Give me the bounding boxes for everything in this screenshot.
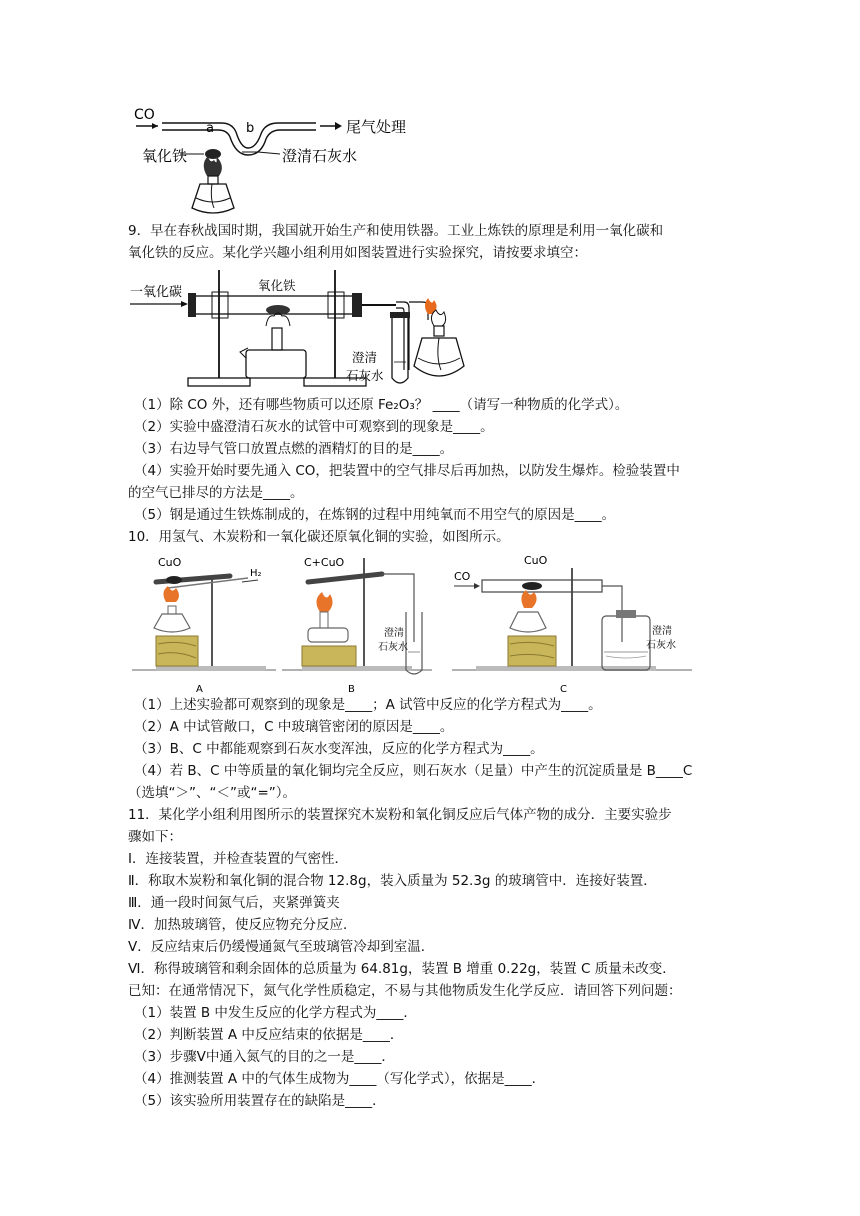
fig10-b-cuo-label: C+CuO	[304, 556, 345, 569]
q11-step-6: Ⅵ．称得玻璃管和剩余固体的总质量为 64.81g，装置 B 增重 0.22g，装置 C 质量未改变．	[128, 961, 676, 977]
fig10-c-limewater-label-1: 澄清	[652, 626, 672, 637]
fig10-caption-c: C	[560, 684, 567, 695]
q9-intro-line-2: 氧化铁的反应。某化学兴趣小组利用如图装置进行实验探究，请按要求填空：	[128, 245, 587, 261]
q10-part-1: （1）上述实验都可观察到的现象是____；A 试管中反应的化学方程式为____。	[134, 697, 602, 713]
fig8-tail-label: 尾气处理	[346, 118, 407, 136]
fig10-apparatus-c	[452, 554, 692, 695]
fig8-iron-oxide-label: 氧化铁	[142, 147, 188, 165]
q9-part-5: （5）钢是通过生铁炼制成的，在炼钢的过程中用纯氧而不用空气的原因是____。	[134, 507, 616, 523]
q11-step-2: Ⅱ．称取木炭粉和氧化铜的混合物 12.8g，装入质量为 52.3g 的玻璃管中．连接好装置．	[128, 873, 657, 889]
fig9-iron-oxide-label: 氧化铁	[258, 278, 296, 293]
q11-step-4: Ⅳ．加热玻璃管，使反应物充分反应．	[128, 917, 357, 933]
q11-part-5: （5）该实验所用装置存在的缺陷是____．	[134, 1093, 386, 1109]
q11-part-4: （4）推测装置 A 中的气体生成物为____（写化学式），依据是____．	[134, 1071, 546, 1087]
fig10-b-limewater-label-1: 澄清	[384, 628, 404, 639]
fig10-caption-b: B	[348, 684, 355, 695]
fig10-a-cuo-label: CuO	[158, 556, 182, 569]
q10-part-4-line-2: （选填“＞”、“＜”或“=”）。	[128, 785, 297, 801]
fig10-a-h2-label: H₂	[250, 568, 262, 579]
fig8-b-label: b	[246, 121, 255, 136]
q11-intro-line-1: 11．某化学小组利用图所示的装置探究木炭粉和氧化铜反应后气体产物的成分．主要实验步	[128, 807, 672, 823]
fig10-c-co-label: CO	[454, 570, 471, 583]
q9-part-4-line-2: 的空气已排尽的方法是____。	[128, 485, 304, 501]
iron-smelting-apparatus-figure	[128, 266, 473, 392]
q10-part-3: （3）B、C 中都能观察到石灰水变浑浊，反应的化学方程式为____。	[134, 741, 544, 757]
fig9-co-label: 一氧化碳	[130, 285, 183, 300]
fig9-limewater-label-2: 石灰水	[346, 368, 384, 383]
fig10-c-cuo-label: CuO	[524, 554, 548, 567]
q9-part-1: （1）除 CO 外，还有哪些物质可以还原 Fe₂O₃？ ____（请写一种物质的化学式）。	[134, 397, 629, 413]
q11-part-3: （3）步骤Ⅴ中通入氮气的目的之一是____．	[134, 1049, 395, 1065]
q10-intro: 10．用氢气、木炭粉和一氧化碳还原氧化铜的实验，如图所示。	[128, 529, 510, 545]
fig9-limewater-label-1: 澄清	[352, 350, 378, 365]
q11-intro-line-2: 骤如下：	[128, 829, 182, 845]
q9-part-3: （3）右边导气管口放置点燃的酒精灯的目的是____。	[134, 441, 454, 457]
q11-part-1: （1）装置 B 中发生反应的化学方程式为____．	[134, 1005, 417, 1021]
fig10-b-limewater-label-2: 石灰水	[378, 642, 408, 653]
q11-step-5: Ⅴ．反应结束后仍缓慢通氮气至玻璃管冷却到室温．	[128, 939, 435, 955]
fig10-caption-a: A	[196, 684, 203, 695]
q11-known: 已知：在通常情况下，氮气化学性质稳定，不易与其他物质发生化学反应．请回答下列问题：	[128, 983, 682, 999]
q11-step-3: Ⅲ．通一段时间氮气后，夹紧弹簧夹	[128, 895, 340, 911]
co-iron-oxide-apparatus-figure	[130, 102, 407, 220]
q10-part-2: （2）A 中试管敞口，C 中玻璃管密闭的原因是____。	[134, 719, 454, 735]
copper-oxide-reduction-figure	[132, 552, 692, 697]
fig10-apparatus-a	[132, 556, 276, 695]
q11-part-2: （2）判断装置 A 中反应结束的依据是____．	[134, 1027, 404, 1043]
fig10-apparatus-b	[282, 556, 432, 695]
q11-step-1: Ⅰ．连接装置，并检查装置的气密性．	[128, 851, 348, 867]
fig10-c-limewater-label-2: 石灰水	[646, 640, 676, 651]
q10-part-4-line-1: （4）若 B、C 中等质量的氧化铜均完全反应，则石灰水（足量）中产生的沉淀质量是 B____C	[134, 763, 693, 779]
fig8-co-label: CO	[134, 107, 155, 123]
q9-intro-line-1: 9．早在春秋战国时期，我国就开始生产和使用铁器。工业上炼铁的原理是利用一氧化碳和	[128, 223, 664, 239]
fig8-limewater-label: 澄清石灰水	[282, 147, 358, 165]
fig8-a-label: a	[206, 121, 214, 136]
q9-part-2: （2）实验中盛澄清石灰水的试管中可观察到的现象是____。	[134, 419, 494, 435]
q9-part-4-line-1: （4）实验开始时要先通入 CO，把装置中的空气排尽后再加热，以防发生爆炸。检验装置中	[134, 463, 680, 479]
